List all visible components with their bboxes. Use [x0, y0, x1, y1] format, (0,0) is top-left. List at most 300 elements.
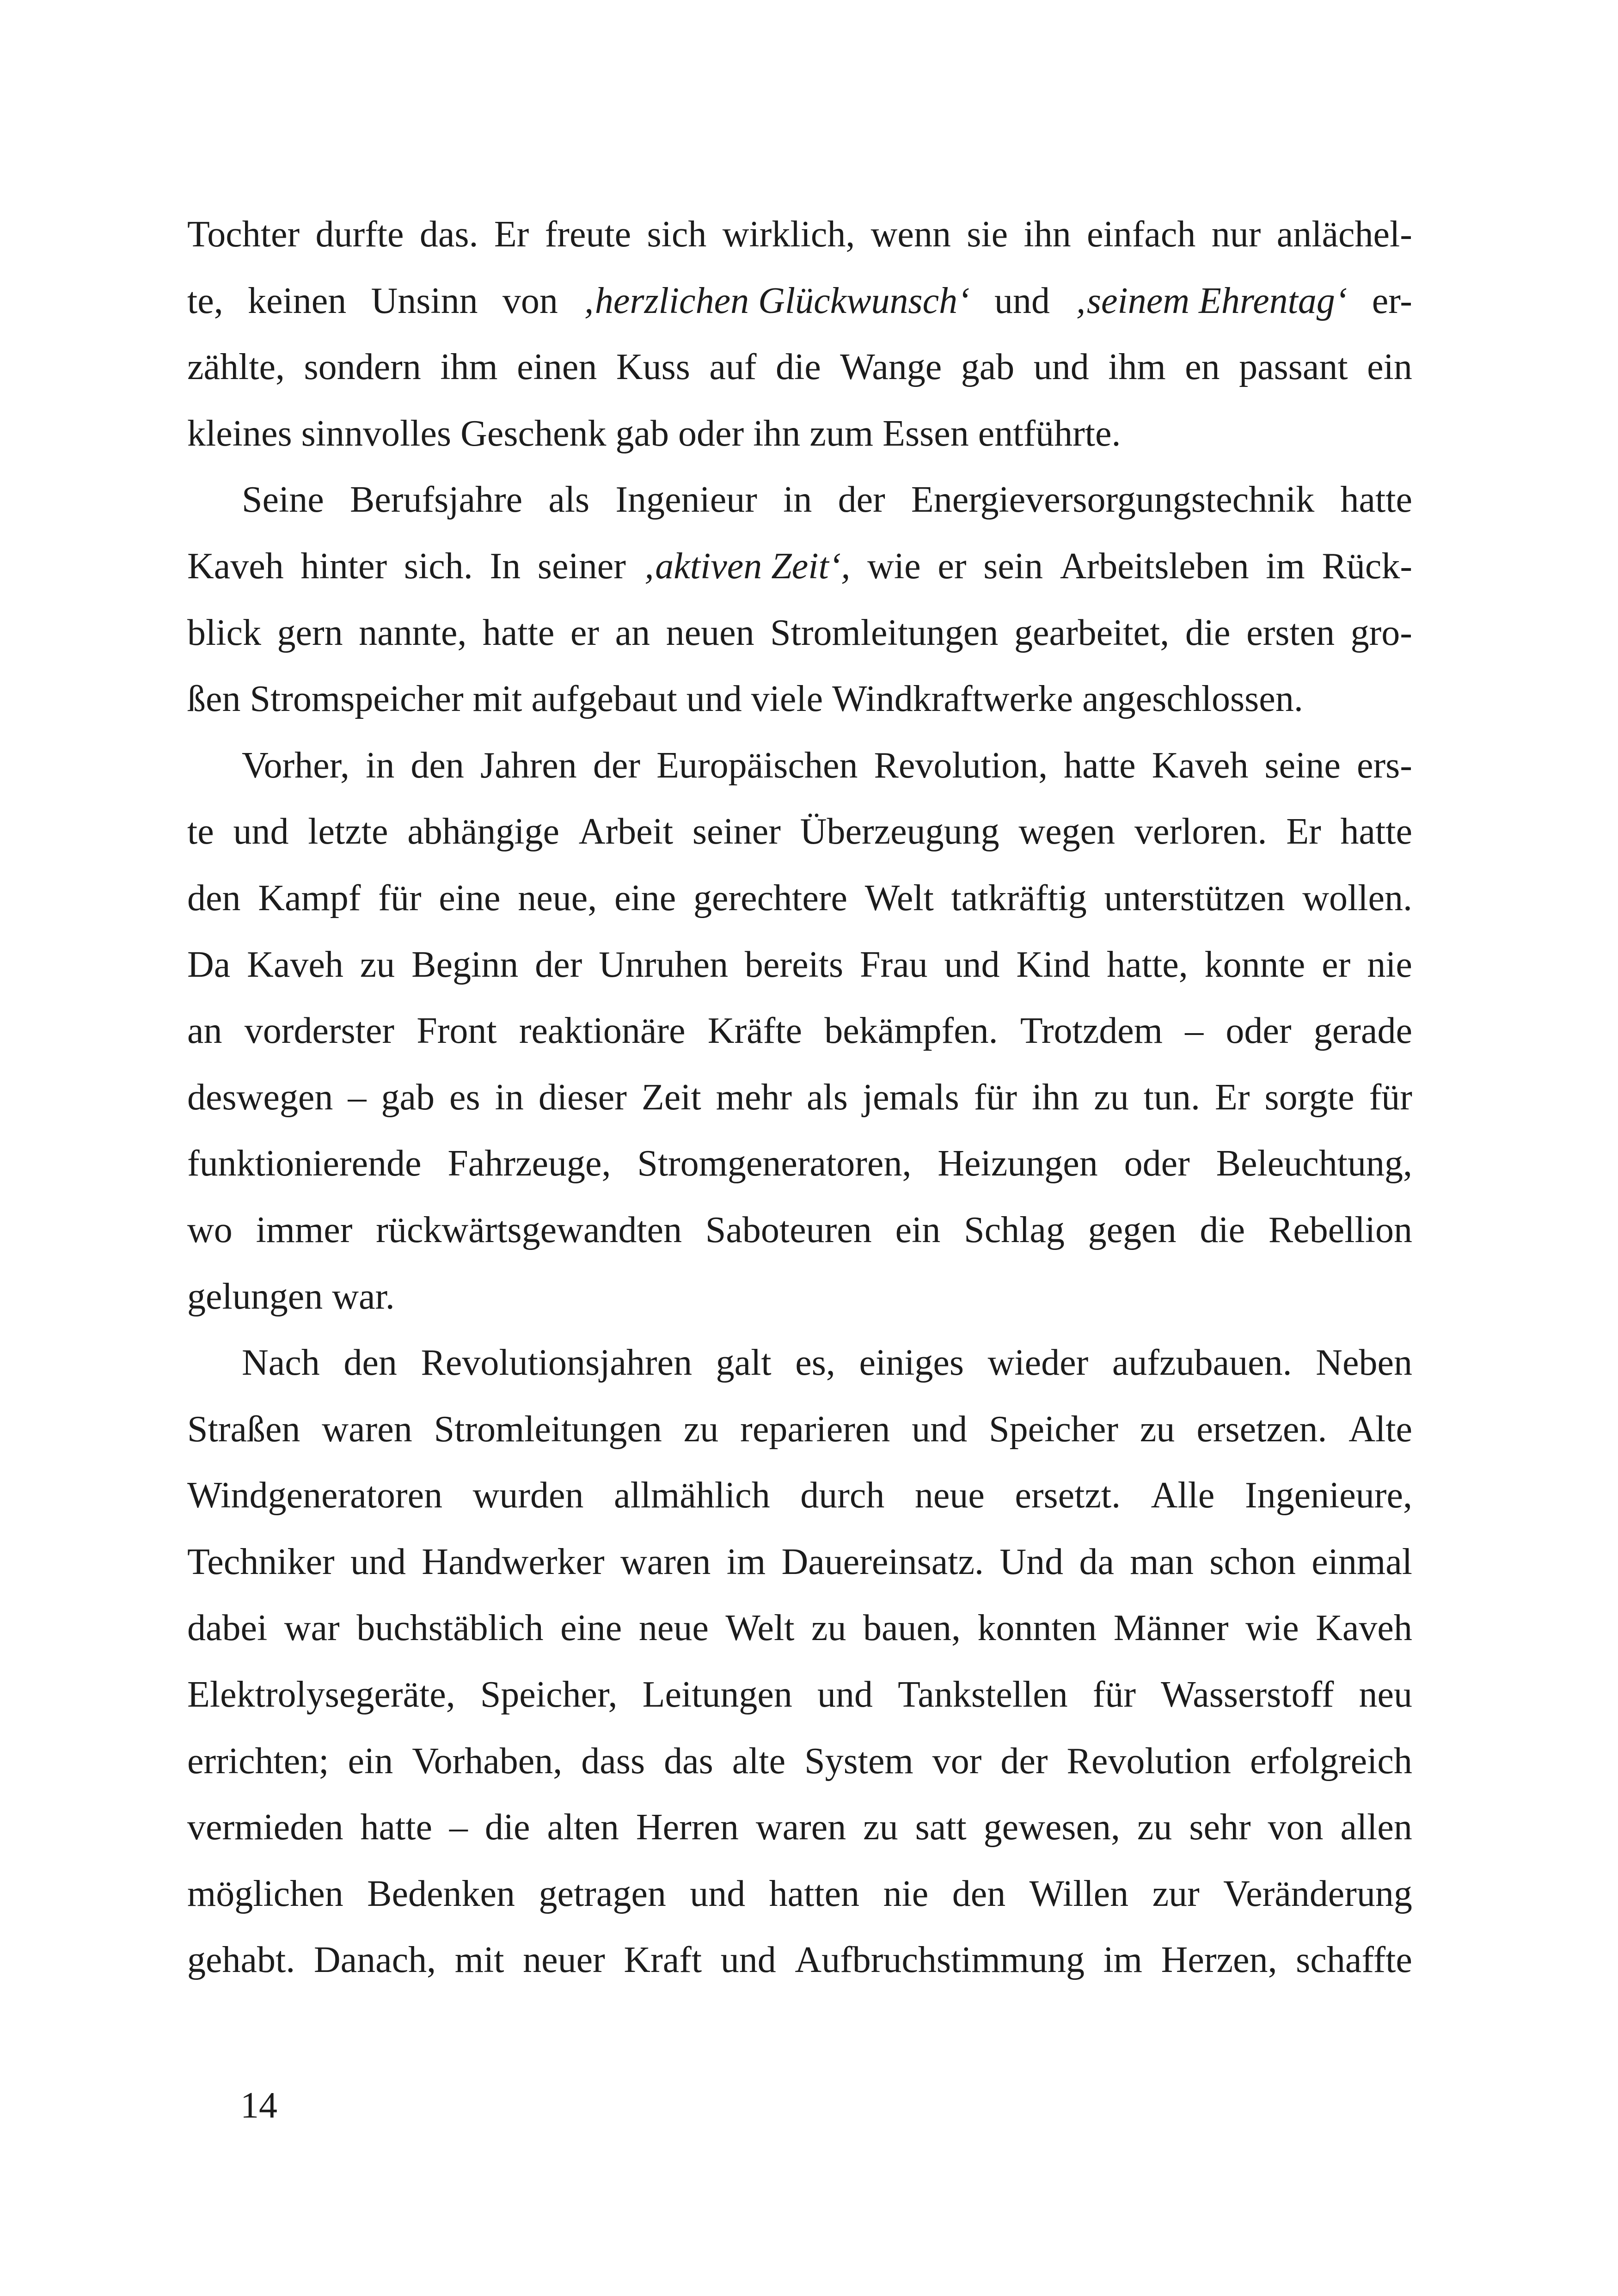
word: sorgte — [1264, 1077, 1354, 1118]
word: als — [807, 1077, 848, 1118]
word: rückwärtsgewandten — [376, 1209, 682, 1250]
word: Berufsjahre — [349, 479, 523, 520]
word: den — [187, 877, 241, 918]
word: errichten; — [187, 1740, 329, 1782]
word: die — [775, 347, 821, 388]
word: Ingenieur — [615, 479, 757, 520]
word: Er — [494, 214, 529, 255]
word: es — [449, 1077, 480, 1118]
text-line — [187, 678, 1412, 745]
word: Stromgeneratoren, — [637, 1143, 912, 1184]
word: schon — [1209, 1541, 1296, 1582]
text-line — [187, 612, 1412, 679]
word: Arbeitsleben — [1060, 545, 1249, 587]
word: da — [1079, 1541, 1114, 1582]
word: Kraft — [624, 1940, 702, 1981]
word: hatte — [1340, 811, 1412, 852]
word: abhängige — [407, 811, 559, 852]
word: Kräfte — [707, 1010, 803, 1052]
word: er- — [1372, 280, 1412, 321]
word: zu — [1140, 1408, 1175, 1450]
word: und — [944, 944, 1000, 985]
word: Beginn — [411, 944, 519, 985]
text-line — [187, 944, 1412, 1010]
word: Bedenken — [367, 1873, 515, 1914]
word: hinter — [300, 545, 387, 587]
text-line — [187, 1873, 1412, 1940]
word: und — [350, 1541, 406, 1582]
word: und — [720, 1940, 776, 1981]
word: bereits — [744, 944, 844, 985]
word: Da — [187, 944, 231, 985]
word: funktionierende — [187, 1143, 422, 1184]
word: wenn — [870, 214, 951, 255]
word: te — [187, 811, 214, 852]
word: gab — [381, 1077, 435, 1118]
word: Straßen — [187, 1408, 300, 1450]
word: eine — [439, 877, 501, 918]
word: wollen. — [1302, 877, 1412, 918]
word: Speicher — [989, 1408, 1119, 1450]
word: hatte — [1340, 479, 1412, 520]
word: konnten — [977, 1608, 1097, 1649]
word: Windkraftwerke — [832, 679, 1073, 720]
word: Revolution — [1066, 1740, 1232, 1782]
word: Rebellion — [1268, 1209, 1412, 1250]
word: alten — [547, 1807, 619, 1848]
word: sehr — [1189, 1807, 1251, 1848]
word: Speicher, — [480, 1674, 618, 1715]
word: Tochter — [187, 214, 300, 255]
word: Veränderung — [1223, 1873, 1412, 1914]
word: Welt — [725, 1608, 795, 1649]
text-line — [187, 745, 1412, 811]
text-line — [187, 1408, 1412, 1475]
word: ers- — [1356, 745, 1412, 786]
word: gerade — [1313, 1010, 1412, 1052]
word: ein — [895, 1209, 941, 1250]
word: vorderster — [244, 1010, 395, 1052]
word: Willen — [1029, 1873, 1129, 1914]
word: zu — [1137, 1807, 1172, 1848]
text-line — [187, 1010, 1412, 1077]
word: tun. — [1143, 1077, 1201, 1118]
word: gegen — [1088, 1209, 1177, 1250]
word: hatte — [360, 1807, 432, 1848]
word: unterstützen — [1104, 877, 1285, 918]
word: sein — [983, 545, 1043, 587]
word: ihn — [1024, 214, 1071, 255]
text-line — [187, 1740, 1412, 1807]
word: Zeit — [641, 1077, 701, 1118]
word: im — [1103, 1940, 1143, 1981]
word: ein — [348, 1740, 393, 1782]
word: gerechtere — [693, 877, 848, 918]
word: Herren — [636, 1807, 739, 1848]
word: Alle — [1151, 1475, 1215, 1516]
word: gearbeitet, — [1014, 612, 1170, 653]
word: im — [1266, 545, 1305, 587]
word: wo — [187, 1209, 233, 1250]
word: die — [1185, 612, 1231, 653]
word: in — [366, 745, 395, 786]
word: – — [449, 1807, 468, 1848]
word: Kaveh — [247, 944, 343, 985]
word: die — [484, 1807, 530, 1848]
word: seiner — [537, 545, 626, 587]
word: Welt — [864, 877, 934, 918]
word: aufgebaut — [531, 679, 677, 720]
word: an — [615, 612, 650, 653]
word: und — [912, 1408, 968, 1450]
word: Fahrzeuge, — [447, 1143, 611, 1184]
word: konnte — [1204, 944, 1305, 985]
word: in — [783, 479, 812, 520]
word: Geschenk — [460, 413, 607, 454]
word: einiges — [859, 1342, 964, 1384]
word: zu — [811, 1608, 846, 1649]
word: – — [348, 1077, 367, 1118]
word: Front — [417, 1010, 497, 1052]
word: wurden — [472, 1475, 584, 1516]
word: Kind — [1016, 944, 1091, 985]
word: oder — [678, 413, 744, 454]
word: Herzen, — [1161, 1940, 1277, 1981]
word: das. — [419, 214, 478, 255]
word: gelungen — [187, 1276, 323, 1317]
word: Seine — [242, 479, 324, 520]
word: viele — [751, 679, 823, 720]
word: und — [233, 811, 289, 852]
word: gab — [615, 413, 669, 454]
word: Stromspeicher — [250, 679, 464, 720]
word: zählte, — [187, 347, 285, 388]
word: Schlag — [964, 1209, 1065, 1250]
word: en — [1185, 347, 1220, 388]
word: durfte — [315, 214, 404, 255]
word: in — [495, 1077, 524, 1118]
word: Handwerker — [422, 1541, 605, 1582]
text-line — [187, 1143, 1412, 1209]
word: eine — [614, 877, 676, 918]
word: nie — [883, 1873, 929, 1914]
text-line — [187, 479, 1412, 545]
word: wegen — [1018, 811, 1115, 852]
word: und — [817, 1674, 873, 1715]
word: vermieden — [187, 1807, 343, 1848]
word: galt — [716, 1342, 772, 1384]
word: dieser — [538, 1077, 627, 1118]
word: gro- — [1350, 612, 1412, 653]
word: Kaveh — [187, 545, 284, 587]
word: waren — [755, 1807, 846, 1848]
word: bekämpfen. — [824, 1010, 998, 1052]
word: tatkräftig — [951, 877, 1087, 918]
word: neue — [914, 1475, 985, 1516]
word: Techniker — [187, 1541, 335, 1582]
word: dabei — [187, 1608, 268, 1649]
word: alte — [732, 1740, 786, 1782]
text-line — [187, 545, 1412, 612]
word: freute — [545, 214, 631, 255]
word: Kuss — [616, 347, 690, 388]
word: getragen — [539, 1873, 666, 1914]
word: durch — [800, 1475, 885, 1516]
word: und — [690, 1873, 746, 1914]
word: kleines — [187, 413, 292, 454]
text-line — [187, 1674, 1412, 1740]
word: ersetzt. — [1015, 1475, 1121, 1516]
word: gehabt. — [187, 1940, 295, 1981]
text-line — [187, 1342, 1412, 1408]
word: Trotzdem — [1020, 1010, 1163, 1052]
word: deswegen — [187, 1077, 333, 1118]
text-line — [187, 1077, 1412, 1143]
word: Unsinn — [371, 280, 478, 321]
word: mit — [472, 679, 522, 720]
word: der — [1000, 1740, 1048, 1782]
word: hatten — [769, 1873, 860, 1914]
word: Stromleitungen — [434, 1408, 662, 1450]
word: wieder — [987, 1342, 1089, 1384]
word: einmal — [1312, 1541, 1412, 1582]
word: neue — [638, 1608, 709, 1649]
word: im — [726, 1541, 766, 1582]
italic-phrase: ‚herzlichen Glückwunsch‘ — [582, 280, 970, 321]
word: ersetzen. — [1196, 1408, 1327, 1450]
word: Europäischen — [656, 745, 858, 786]
word: Saboteuren — [705, 1209, 872, 1250]
word: möglichen — [187, 1873, 343, 1914]
word: die — [1200, 1209, 1245, 1250]
word: buchstäblich — [356, 1608, 544, 1649]
word: ihm — [440, 347, 498, 388]
word: den — [411, 745, 464, 786]
word: einen — [517, 347, 597, 388]
word: er — [1322, 944, 1351, 985]
word: Er — [1286, 811, 1321, 852]
word: und — [994, 280, 1050, 321]
word: te, — [187, 280, 223, 321]
word: zur — [1152, 1873, 1200, 1914]
word: – — [1185, 1010, 1204, 1052]
word: er — [938, 545, 967, 587]
word: Und — [999, 1541, 1064, 1582]
word: schaffte — [1296, 1940, 1412, 1981]
word: Heizungen — [938, 1143, 1098, 1184]
word: Tankstellen — [898, 1674, 1068, 1715]
text-line — [187, 1939, 1412, 2006]
word: den — [952, 1873, 1006, 1914]
word: sinnvolles — [301, 413, 452, 454]
word: Kaveh — [1316, 1608, 1412, 1649]
word: vor — [932, 1740, 982, 1782]
word: zu — [1094, 1077, 1129, 1118]
word: der — [593, 745, 640, 786]
text-line — [187, 1475, 1412, 1541]
word: Beleuchtung, — [1216, 1143, 1412, 1184]
word: letzte — [308, 811, 388, 852]
text-line — [187, 346, 1412, 413]
word: angeschlossen. — [1082, 679, 1303, 720]
word: dass — [581, 1740, 645, 1782]
text-line — [187, 811, 1412, 877]
word: Nach — [242, 1342, 320, 1384]
word: sondern — [304, 347, 421, 388]
word: war — [284, 1608, 340, 1649]
word: der — [838, 479, 885, 520]
text-line — [187, 1209, 1412, 1276]
word: Danach, — [313, 1940, 436, 1981]
word: In — [490, 545, 521, 587]
word: ihn — [753, 413, 801, 454]
word: Vorher, — [242, 745, 350, 786]
word: als — [548, 479, 590, 520]
word: gern — [277, 612, 343, 653]
word: Alte — [1348, 1408, 1412, 1450]
word: nur — [1211, 214, 1261, 255]
word: Kaveh — [1152, 745, 1249, 786]
word: oder — [1226, 1010, 1292, 1052]
word: von — [502, 280, 558, 321]
word: das — [664, 1740, 713, 1782]
word: allmählich — [614, 1475, 770, 1516]
word: wirklich, — [722, 214, 855, 255]
word: an — [187, 1010, 222, 1052]
word: waren — [620, 1541, 711, 1582]
word: und — [1033, 347, 1089, 388]
word: Jahren — [480, 745, 577, 786]
word: ihn — [1032, 1077, 1079, 1118]
word: den — [343, 1342, 397, 1384]
word: Wasserstoff — [1161, 1674, 1334, 1715]
word: auf — [709, 347, 757, 388]
word: Unruhen — [599, 944, 729, 985]
word: Aufbruchstimmung — [795, 1940, 1085, 1981]
italic-phrase: ‚aktiven Zeit‘, — [643, 545, 851, 587]
word: von — [1268, 1807, 1324, 1848]
page-number: 14 — [240, 2085, 277, 2126]
word: gewesen, — [983, 1807, 1121, 1848]
word: mehr — [716, 1077, 792, 1118]
word: Stromleitungen — [770, 612, 999, 653]
word: ihm — [1108, 347, 1166, 388]
word: reaktionäre — [519, 1010, 686, 1052]
text-line — [187, 280, 1412, 347]
word: für — [1369, 1077, 1412, 1118]
word: man — [1130, 1541, 1194, 1582]
word: zu — [360, 944, 395, 985]
word: Revolution, — [874, 745, 1048, 786]
word: Er — [1215, 1077, 1250, 1118]
body-text — [187, 214, 1412, 2006]
word: Wange — [840, 347, 942, 388]
word: ßen — [187, 679, 241, 720]
word: eine — [560, 1608, 622, 1649]
word: blick — [187, 612, 261, 653]
word: ersten — [1246, 612, 1335, 653]
text-line — [187, 1541, 1412, 1608]
word: er — [570, 612, 600, 653]
word: oder — [1124, 1143, 1190, 1184]
word: bauen, — [863, 1608, 961, 1649]
word: zu — [863, 1807, 898, 1848]
word: nie — [1367, 944, 1412, 985]
word: Energieversorgungstechnik — [911, 479, 1315, 520]
word: erfolgreich — [1250, 1740, 1412, 1782]
word: war. — [332, 1276, 395, 1317]
word: Essen — [883, 413, 969, 454]
word: aufzubauen. — [1112, 1342, 1292, 1384]
word: es, — [795, 1342, 835, 1384]
word: Ingenieure, — [1244, 1475, 1412, 1516]
word: satt — [915, 1807, 967, 1848]
word: einfach — [1087, 214, 1196, 255]
word: für — [1092, 1674, 1136, 1715]
word: neue, — [518, 877, 597, 918]
word: mit — [454, 1940, 504, 1981]
word: für — [974, 1077, 1017, 1118]
word: seine — [1264, 745, 1341, 786]
word: verloren. — [1134, 811, 1267, 852]
word: passant — [1239, 347, 1348, 388]
word: der — [535, 944, 582, 985]
word: neu — [1359, 1674, 1412, 1715]
word: seiner — [692, 811, 781, 852]
word: jemals — [862, 1077, 959, 1118]
word: gab — [961, 347, 1015, 388]
word: sich. — [404, 545, 473, 587]
text-line — [187, 214, 1412, 280]
word: sie — [967, 214, 1008, 255]
word: zum — [809, 413, 874, 454]
word: neuen — [666, 612, 754, 653]
word: allen — [1340, 1807, 1412, 1848]
word: und — [686, 679, 742, 720]
word: Arbeit — [578, 811, 674, 852]
word: entführte. — [978, 413, 1121, 454]
word: anlächel- — [1276, 214, 1412, 255]
word: wie — [867, 545, 921, 587]
text-line — [187, 1607, 1412, 1674]
word: Revolutionsjahren — [421, 1342, 693, 1384]
text-line — [187, 1276, 1412, 1342]
word: hatte — [482, 612, 555, 653]
word: System — [804, 1740, 913, 1782]
text-line — [187, 877, 1412, 944]
word: zu — [683, 1408, 719, 1450]
word: Elektrolysegeräte, — [187, 1674, 455, 1715]
word: reparieren — [740, 1408, 890, 1450]
word: Frau — [860, 944, 928, 985]
word: Vorhaben, — [412, 1740, 563, 1782]
word: für — [378, 877, 422, 918]
word: Rück- — [1322, 545, 1412, 587]
text-line — [187, 1806, 1412, 1873]
word: immer — [256, 1209, 353, 1250]
word: Dauereinsatz. — [781, 1541, 984, 1582]
word: hatte, — [1107, 944, 1188, 985]
word: Überzeugung — [800, 811, 999, 852]
italic-phrase: ‚seinem Ehrentag‘ — [1074, 280, 1348, 321]
word: Neben — [1316, 1342, 1412, 1384]
word: hatte — [1064, 745, 1136, 786]
word: Leitungen — [642, 1674, 792, 1715]
word: Kampf — [258, 877, 361, 918]
word: Männer — [1113, 1608, 1229, 1649]
text-line — [187, 413, 1412, 479]
word: neuer — [523, 1940, 605, 1981]
